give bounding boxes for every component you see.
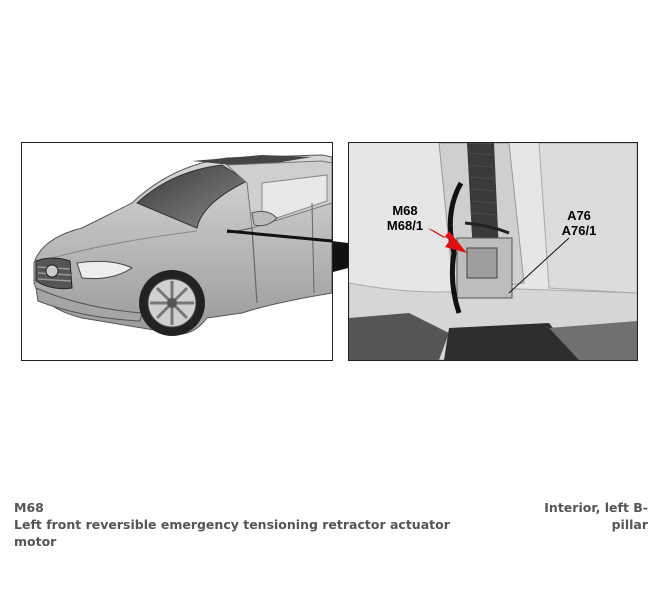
callout-a76-1: A76/1 [561,223,597,238]
b-pillar-detail-image [348,142,638,361]
component-code: M68 [14,500,44,515]
callout-m68: M68 [392,203,418,218]
callout-a76: A76 [567,208,591,223]
callout-m68-1: M68/1 [386,218,424,233]
component-location: Interior, left B-pillar [544,500,648,532]
component-caption [14,499,494,550]
component-description: Left front reversible emergency tensioning retractor actuator motor [14,517,450,549]
vehicle-overview-image [21,142,333,361]
